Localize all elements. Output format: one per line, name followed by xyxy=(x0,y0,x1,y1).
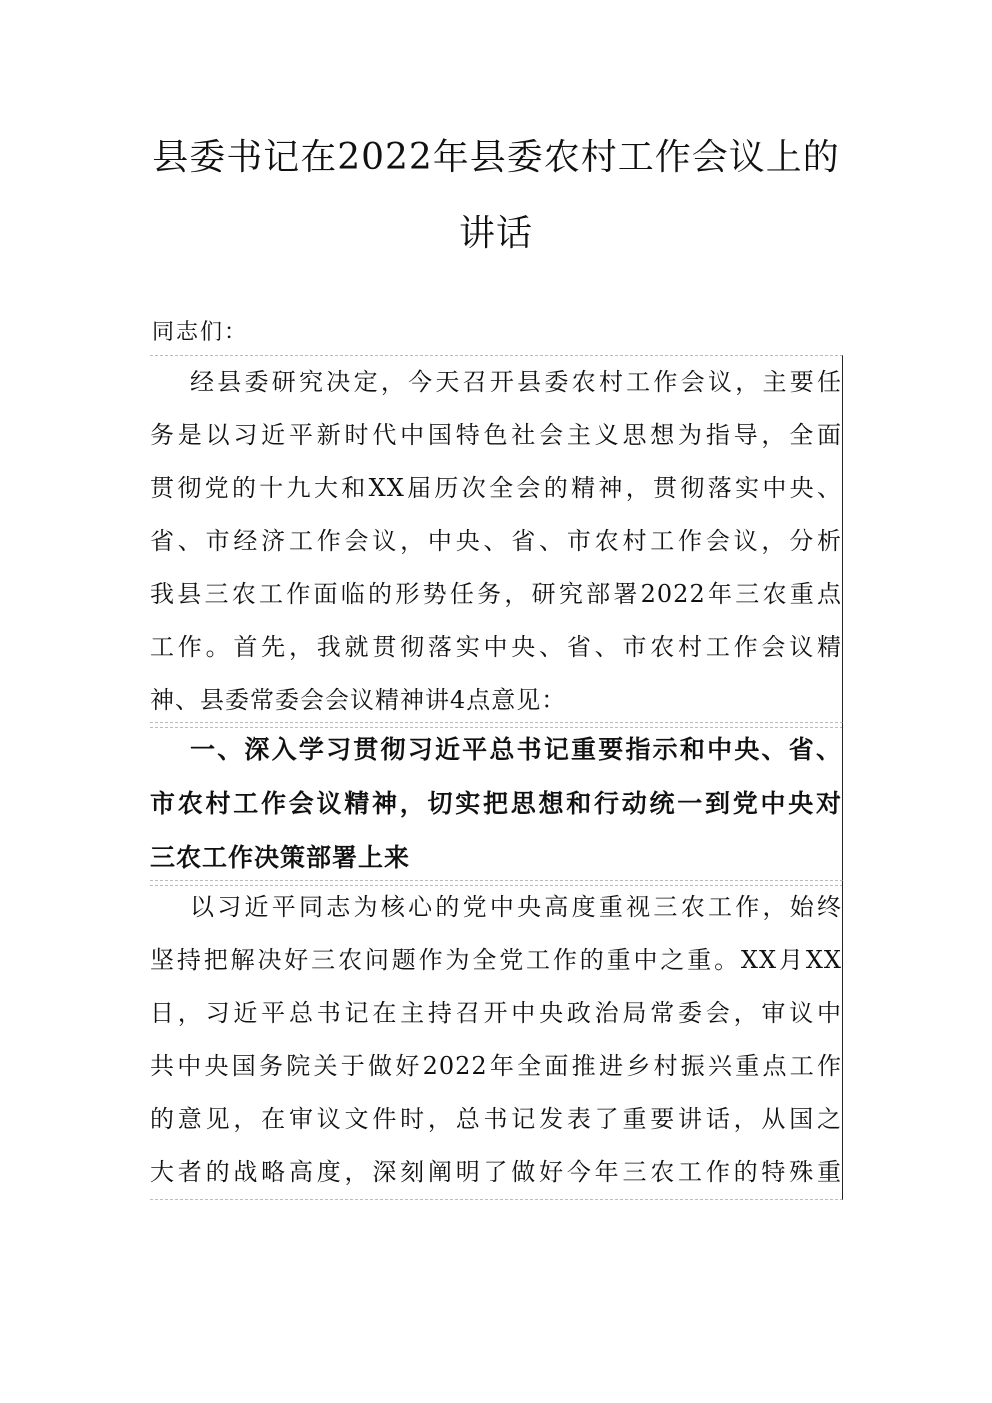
paragraph-line: 坚持把解决好三农问题作为全党工作的重中之重。XX月XX xyxy=(150,946,842,974)
heading-line: 三农工作决策部署上来 xyxy=(150,843,411,872)
paragraph-line: 我县三农工作面临的形势任务，研究部署2022年三农重点 xyxy=(150,580,842,608)
paragraph-line: 贯彻党的十九大和XX届历次全会的精神，贯彻落实中央、 xyxy=(150,474,842,502)
paragraph-line: 以习近平同志为核心的党中央高度重视三农工作，始终 xyxy=(190,893,842,921)
document-title-line-1: 县委书记在2022年县委农村工作会议上的 xyxy=(152,137,840,178)
paragraph-line: 日，习近平总书记在主持召开中央政治局常委会，审议中 xyxy=(150,999,842,1027)
paragraph-line: 工作。首先，我就贯彻落实中央、省、市农村工作会议精 xyxy=(150,633,842,661)
heading-line: 一、深入学习贯彻习近平总书记重要指示和中央、省、 xyxy=(190,735,842,764)
document-title-line-2: 讲话 xyxy=(458,213,533,254)
paragraph-line: 神、县委常委会会议精神讲4点意见： xyxy=(150,686,567,714)
paragraph-line: 共中央国务院关于做好2022年全面推进乡村振兴重点工作 xyxy=(150,1052,842,1080)
salutation: 同志们： xyxy=(152,320,249,345)
paragraph-line: 省、市经济工作会议，中央、省、市农村工作会议，分析 xyxy=(150,527,842,555)
paragraph-line: 的意见，在审议文件时，总书记发表了重要讲话，从国之 xyxy=(150,1105,842,1133)
paragraph-line: 经县委研究决定，今天召开县委农村工作会议，主要任 xyxy=(190,368,842,396)
paragraph-1 xyxy=(150,355,843,728)
heading-line: 市农村工作会议精神，切实把思想和行动统一到党中央对 xyxy=(150,789,842,818)
paragraph-line: 务是以习近平新时代中国特色社会主义思想为指导，全面 xyxy=(150,421,842,449)
paragraph-line: 大者的战略高度，深刻阐明了做好今年三农工作的特殊重 xyxy=(150,1158,842,1186)
section-heading-1 xyxy=(150,722,843,886)
paragraph-2 xyxy=(150,880,843,1200)
